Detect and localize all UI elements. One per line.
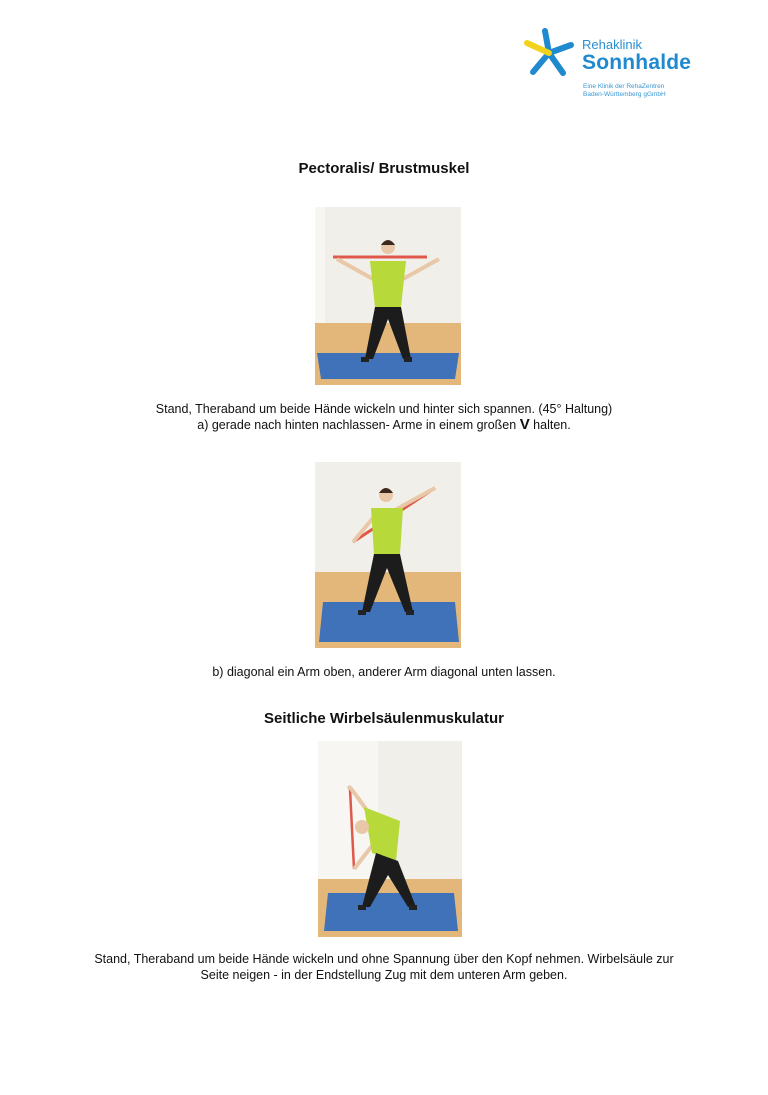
exercise-photo-diagonal [315,462,461,648]
logo-subtitle-line2: Baden-Württemberg gGmbH [583,91,666,98]
caption-side-bend-line1: Stand, Theraband um beide Hände wickeln und ohne Spannung über den Kopf nehmen. Wirbelsäule zur [94,952,674,966]
caption-a-line2 [0,417,768,433]
section-heading-wirbelsaeule: Seitliche Wirbelsäulenmuskulatur [264,710,504,727]
logo-subtitle [583,83,666,99]
exercise-photo-v-position [315,207,461,385]
caption-a-line2-start: a) gerade nach hinten nachlassen- Arme in einem großen [197,418,520,432]
caption-side-bend [0,951,768,983]
exercise-photo-side-bend [318,741,462,937]
caption-a-line1: Stand, Theraband um beide Hände wickeln und hinter sich spannen. (45° Haltung) [155,402,613,416]
caption-exercise-b: b) diagonal ein Arm oben, anderer Arm diagonal unten lassen. [212,665,556,679]
clinic-logo [522,26,722,106]
caption-exercise-a [0,401,768,433]
caption-a-bold-v: V [519,416,530,433]
logo-line-rehaklinik: Rehaklinik [582,37,642,52]
logo-subtitle-line1: Eine Klinik der RehaZentren [583,83,665,90]
logo-line-sonnhalde: Sonnhalde [582,51,692,74]
section-heading-pectoralis: Pectoralis/ Brustmuskel [298,160,470,177]
caption-a-line2-end: halten. [529,418,571,432]
sun-star-icon [522,26,576,80]
caption-side-bend-line2: Seite neigen - in der Endstellung Zug mit dem unteren Arm geben. [200,968,568,982]
